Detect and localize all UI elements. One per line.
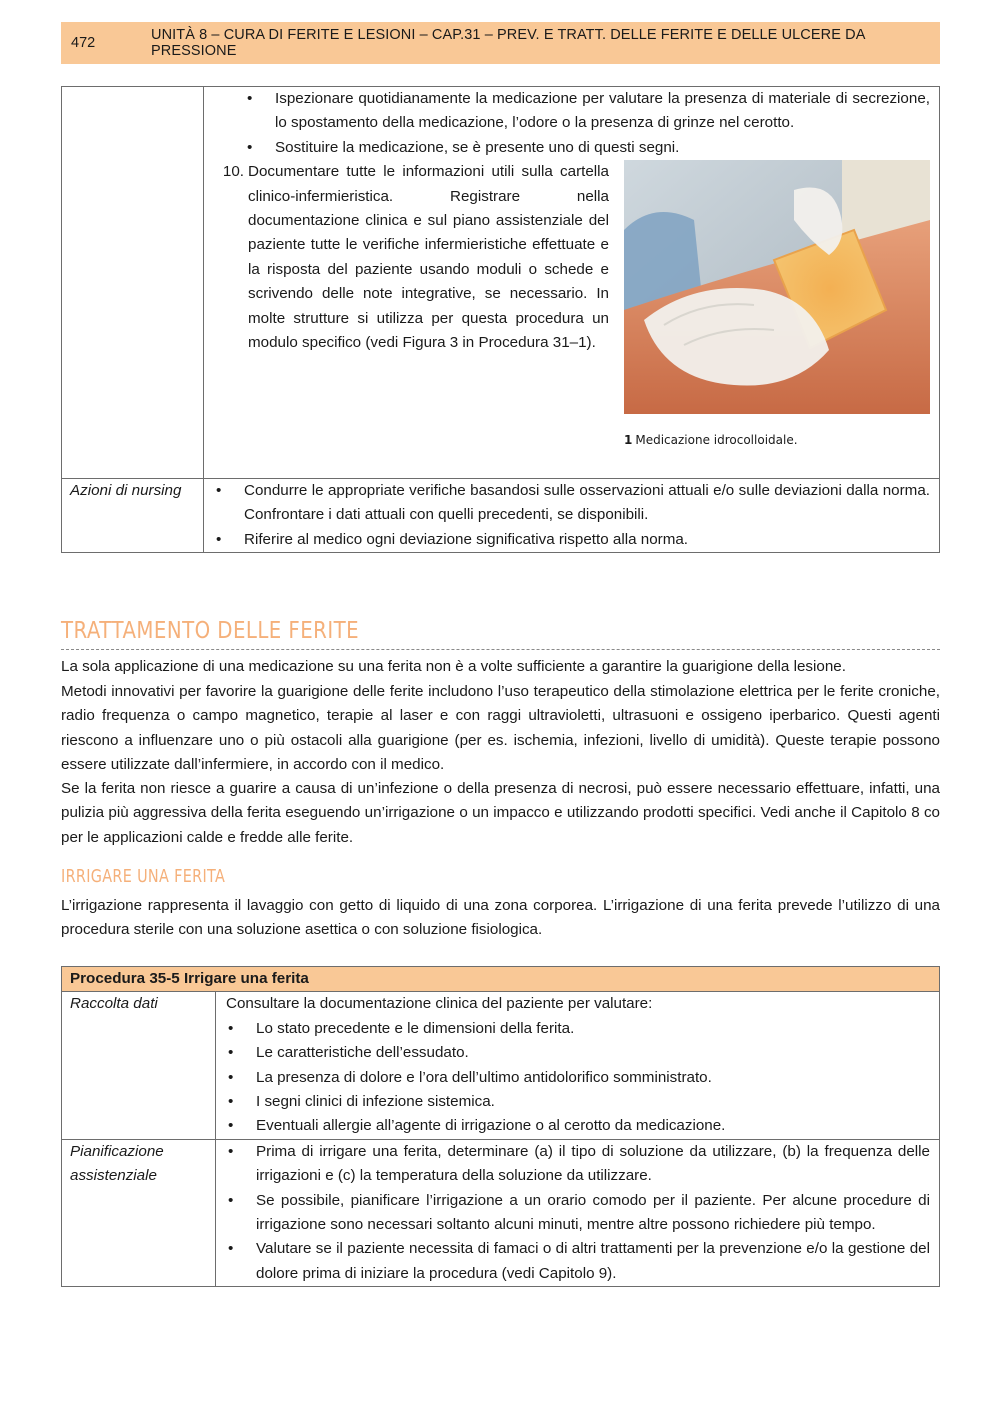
list-item: • Ispezionare quotidianamente la medicazione per valutare la presenza di materiale di secrezione, lo spostamento della medicazione, l’odore o la presenza di grinze nel cerotto.: [214, 87, 930, 136]
step-number: 10.: [222, 163, 244, 181]
row-label: Azioni di nursing: [62, 479, 204, 553]
section-paragraph: Se la ferita non riesce a guarire a causa di un’infezione o della presenza di necrosi, può essere necessario effettuare, infatti, una pulizia più aggressiva della ferita eseguendo un’irrigazione o un impacco e utilizzando prodotti specifici. Vedi anche il Capitolo 8 co per le applicazioni calde e fredde alle ferite.: [61, 780, 940, 846]
table-row: [62, 992, 940, 1139]
table-row: [62, 479, 940, 553]
list-item: • Se possibile, pianificare l’irrigazione a un orario comodo per il paziente. Per alcune procedure di irrigazione sono necessari soltanto alcuni minuti, mentre altre possono richiedere più tempo.: [226, 1189, 930, 1238]
figure-number: 1: [624, 433, 633, 448]
section-title: TRATTAMENTO DELLE FERITE: [61, 618, 940, 650]
figure-caption-text: Medicazione idrocolloidale.: [635, 433, 798, 448]
running-title: UNITÀ 8 – CURA DI FERITE E LESIONI – CAP.31 – PREV. E TRATT. DELLE FERITE E DELLE ULCERE DA PRESSIONE: [151, 27, 865, 59]
table-caption-row: [62, 967, 940, 992]
row-label-line: Pianificazione: [70, 1142, 164, 1160]
list-item: • Le caratteristiche dell’essudato.: [226, 1041, 930, 1065]
row-content: [216, 992, 940, 1139]
list-item: • Riferire al medico ogni deviazione significativa rispetto alla norma.: [214, 528, 930, 552]
list-item: • Sostituire la medicazione, se è presente uno di questi segni.: [214, 136, 930, 160]
row-label: [62, 1139, 216, 1286]
row-intro: Consultare la documentazione clinica del paziente per valutare:: [226, 995, 653, 1013]
subsection-paragraph: L’irrigazione rappresenta il lavaggio con getto di liquido di una zona corporea. L’irrigazione di una ferita prevede l’utilizzo di una procedura sterile con una soluzione asettica o con soluzione fisiologica.: [61, 897, 940, 939]
procedure-title: Procedura 35-5 Irrigare una ferita: [62, 967, 940, 992]
subsection-title: IRRIGARE UNA FERITA: [61, 866, 226, 887]
section-paragraph: Metodi innovativi per favorire la guarigione delle ferite includono l’uso terapeutico della stimolazione elettrica per le ferite croniche, radio frequenza o campo magnetico, terapie al laser e con raggi ultravioletti, ultrasuoni e ossigeno iperbarico. Questi agenti riescono a influenzare uno o più ostacoli alla guarigione (per es. ischemia, infezioni, livello di umidità). Queste terapie possono essere utilizzate dall’infermiere, in accordo con il medico.: [61, 683, 940, 774]
row-label-line: assistenziale: [70, 1167, 157, 1185]
row-label: Raccolta dati: [62, 992, 216, 1139]
row-content: [204, 87, 940, 479]
section-paragraph: La sola applicazione di una medicazione su una ferita non è a volte sufficiente a garantire la guarigione della lesione.: [61, 658, 846, 675]
list-item: • Eventuali allergie all’agente di irrigazione o al cerotto da medicazione.: [226, 1114, 930, 1138]
list-item: • I segni clinici di infezione sistemica.: [226, 1090, 930, 1114]
list-item: • Prima di irrigare una ferita, determinare (a) il tipo di soluzione da utilizzare, (b) la frequenza delle irrigazioni e (c) la temperatura della soluzione da utilizzare.: [226, 1140, 930, 1189]
bullet-list: [214, 87, 930, 160]
row-content: [204, 479, 940, 553]
list-item: • Lo stato precedente e le dimensioni della ferita.: [226, 1017, 930, 1041]
hydrocolloid-dressing-photo: [624, 160, 930, 414]
table-row: [62, 87, 940, 479]
page-number: 472: [71, 35, 96, 51]
list-item: • La presenza di dolore e l’ora dell’ultimo antidolorifico somministrato.: [226, 1066, 930, 1090]
page-header: [61, 22, 940, 64]
step-text: Documentare tutte le informazioni utili sulla cartella clinico-infermieristica. Registrare nella documentazione clinica e sul piano assistenziale del paziente tutte le verifiche infermieristiche effettuate e la risposta del paziente usando moduli o schede e scrivendo delle note integrative, se necessario. In molte strutture si utilizza per questa procedura un modulo specifico (vedi Figura 3 in Procedura 31–1).: [248, 163, 609, 352]
figure-caption: [624, 432, 930, 448]
procedure-table: [61, 966, 940, 1287]
bullet-list: [226, 1017, 930, 1139]
procedure-table-continued: [61, 86, 940, 553]
list-item: • Valutare se il paziente necessita di famaci o di altri trattamenti per la prevenzione e/o la gestione del dolore prima di iniziare la procedura (vedi Capitolo 9).: [226, 1237, 930, 1286]
bullet-list: [214, 479, 930, 552]
bullet-list: [226, 1140, 930, 1286]
list-item: • Condurre le appropriate verifiche basandosi sulle osservazioni attuali e/o sulle deviazioni dalla norma. Confrontare i dati attuali con quelli precedenti, se disponibili.: [214, 479, 930, 528]
figure: [624, 160, 930, 448]
row-label-empty: [62, 87, 204, 479]
step-10: [214, 160, 930, 448]
table-row: [62, 1139, 940, 1286]
row-content: [216, 1139, 940, 1286]
